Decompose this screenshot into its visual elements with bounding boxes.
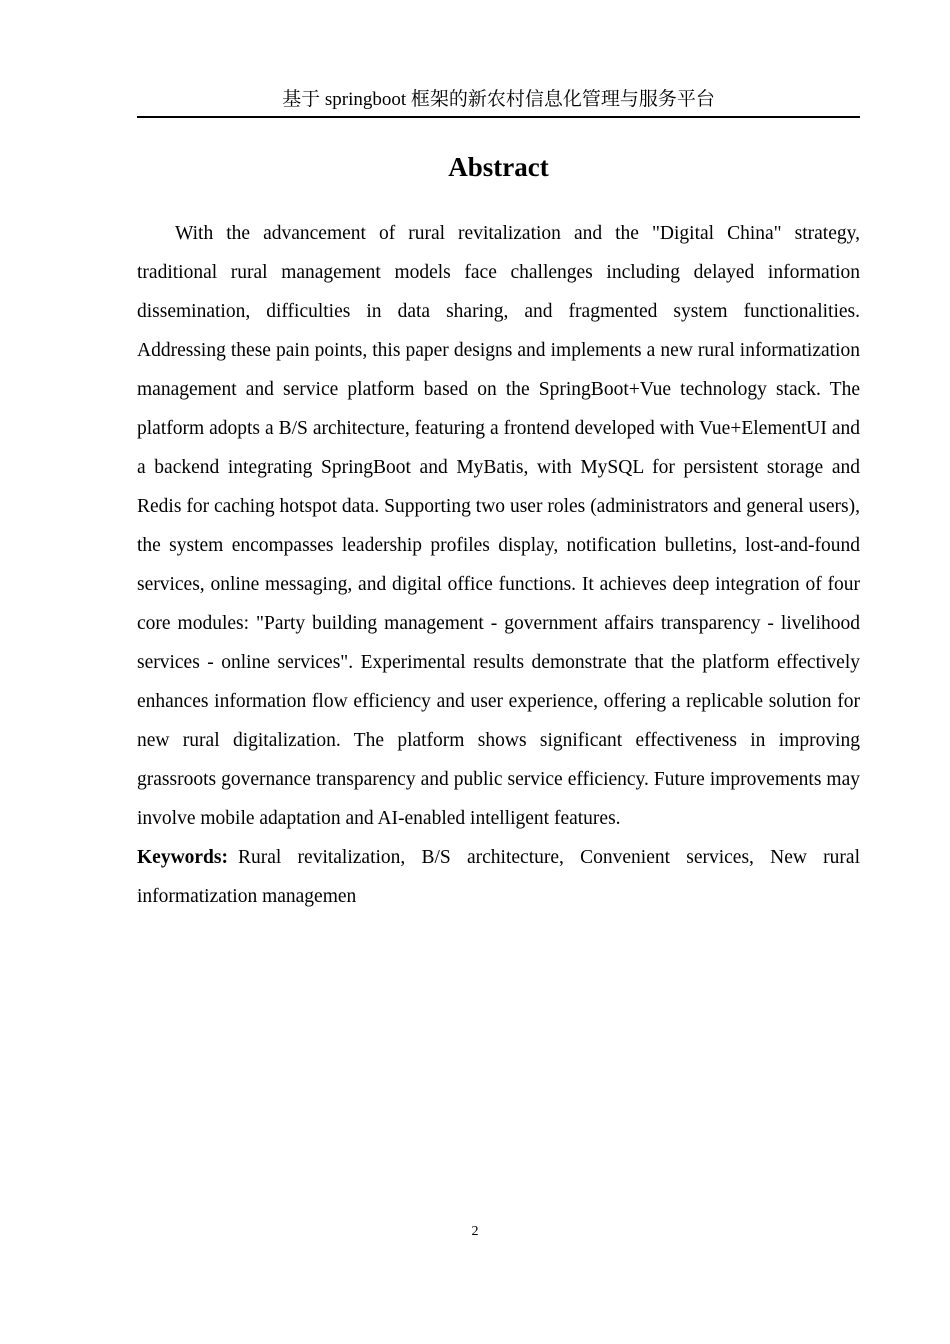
keywords-text: Rural revitalization, B/S architecture, Convenient services, New rural informatization managemen — [137, 847, 860, 907]
page-number: 2 — [471, 1224, 479, 1239]
running-header: 基于 springboot 框架的新农村信息化管理与服务平台 — [137, 88, 860, 118]
abstract-title: Abstract — [448, 152, 549, 182]
keywords-line — [137, 838, 860, 916]
keywords-label: Keywords: — [137, 847, 228, 868]
abstract-paragraph: With the advancement of rural revitalization and the "Digital China" strategy, traditional rural management models face challenges including delayed information dissemination, difficulties in data sharing, and fragmented system functionalities. Addressing these pain points, this paper designs and implements a new rural informatization management and service platform based on the SpringBoot+Vue technology stack. The platform adopts a B/S architecture, featuring a frontend developed with Vue+ElementUI and a backend integrating SpringBoot and MyBatis, with MySQL for persistent storage and Redis for caching hotspot data. Supporting two user roles (administrators and general users), the system encompasses leadership profiles display, notification bulletins, lost-and-found services, online messaging, and digital office functions. It achieves deep integration of four core modules: "Party building management - government affairs transparency - livelihood services - online services". Experimental results demonstrate that the platform effectively enhances information flow efficiency and user experience, offering a replicable solution for new rural digitalization. The platform shows significant effectiveness in improving grassroots governance transparency and public service efficiency. Future improvements may involve mobile adaptation and AI-enabled intelligent features. — [137, 223, 860, 829]
abstract-body — [137, 214, 860, 916]
